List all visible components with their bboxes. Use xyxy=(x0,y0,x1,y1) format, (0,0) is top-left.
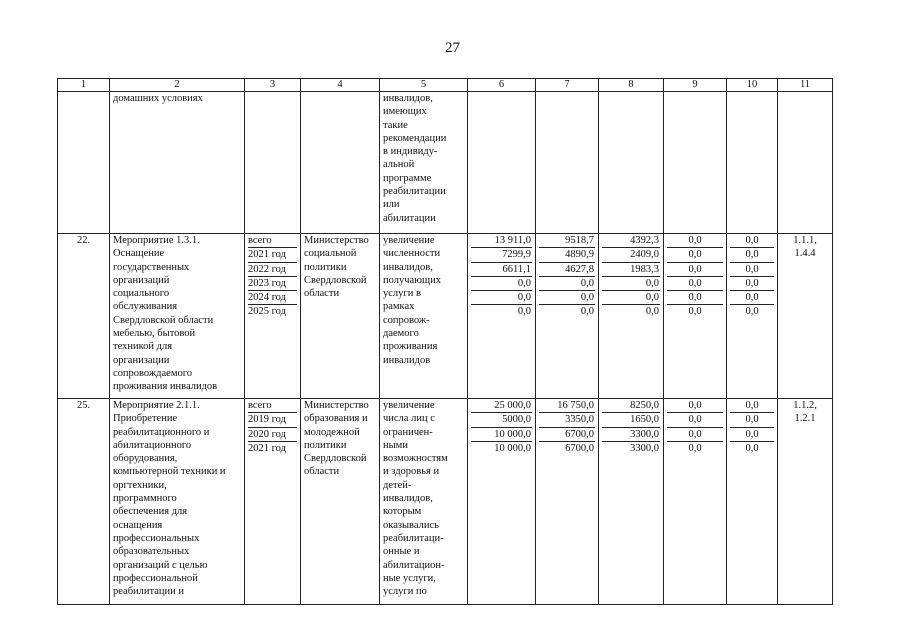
list-value: 2021 год xyxy=(248,248,297,262)
list-value: 0,0 xyxy=(539,277,595,291)
header-cell: 5 xyxy=(380,79,468,92)
list-value: 5000,0 xyxy=(471,413,532,427)
list-value: 25 000,0 xyxy=(471,399,532,413)
list-value: 2022 год xyxy=(248,263,297,277)
list-value: 0,0 xyxy=(730,277,774,291)
list-value: 2021 год xyxy=(248,442,286,454)
program-table xyxy=(57,78,833,605)
total-values xyxy=(471,234,532,319)
header-cell: 11 xyxy=(778,79,833,92)
federal-budget-values xyxy=(602,234,660,319)
list-value: 4890,9 xyxy=(539,248,595,262)
continuation-name: домашних условиях xyxy=(110,92,245,234)
list-value: 0,0 xyxy=(667,291,723,305)
list-value: 0,0 xyxy=(688,306,702,318)
list-value: 6611,1 xyxy=(471,263,532,277)
header-cell: 8 xyxy=(599,79,664,92)
target-refs: 1.1.1, 1.4.4 xyxy=(778,234,833,399)
list-value: 16 750,0 xyxy=(539,399,595,413)
list-value: 0,0 xyxy=(730,234,774,248)
local-budget-values xyxy=(667,234,723,319)
total-values xyxy=(471,399,532,455)
list-value: 0,0 xyxy=(730,399,774,413)
list-value: 0,0 xyxy=(667,399,723,413)
header-cell: 2 xyxy=(110,79,245,92)
list-value: 3300,0 xyxy=(602,428,660,442)
list-value: 0,0 xyxy=(730,413,774,427)
page-number: 27 xyxy=(445,40,460,56)
list-value: 0,0 xyxy=(471,277,532,291)
list-value: 0,0 xyxy=(667,234,723,248)
indicator: увеличение численности инвалидов, получающих услуги в рамках сопровож- даемого проживания инвалидов xyxy=(380,234,468,399)
list-value: 9518,7 xyxy=(539,234,595,248)
header-cell: 7 xyxy=(536,79,599,92)
list-value: 0,0 xyxy=(730,291,774,305)
list-value: 3350,0 xyxy=(539,413,595,427)
regional-budget-values xyxy=(539,399,595,455)
list-value: 13 911,0 xyxy=(471,234,532,248)
list-value: 0,0 xyxy=(730,428,774,442)
header-cell: 6 xyxy=(468,79,536,92)
list-value: 0,0 xyxy=(471,291,532,305)
years-list xyxy=(248,234,297,319)
header-cell: 10 xyxy=(727,79,778,92)
list-value: 0,0 xyxy=(730,248,774,262)
list-value: 0,0 xyxy=(539,291,595,305)
header-cell: 3 xyxy=(245,79,301,92)
list-value: 1983,3 xyxy=(602,263,660,277)
list-value: 0,0 xyxy=(645,306,659,318)
regional-budget-values xyxy=(539,234,595,319)
list-value: всего xyxy=(248,399,297,413)
list-value: 0,0 xyxy=(602,277,660,291)
list-value: 6700,0 xyxy=(539,428,595,442)
continuation-indicator: инвалидов, имеющих такие рекомендации в индивиду- альной программе реабилитации или абилитации xyxy=(380,92,468,234)
list-value: 0,0 xyxy=(667,263,723,277)
years-list xyxy=(248,399,297,455)
list-value: 0,0 xyxy=(602,291,660,305)
list-value: 0,0 xyxy=(580,306,594,318)
list-value: 0,0 xyxy=(745,442,759,454)
list-value: 4627,8 xyxy=(539,263,595,277)
list-value: 2020 год xyxy=(248,428,297,442)
row-number: 25. xyxy=(58,399,110,605)
list-value: 0,0 xyxy=(667,248,723,262)
list-value: 0,0 xyxy=(517,306,531,318)
list-value: всего xyxy=(248,234,297,248)
list-value: 0,0 xyxy=(667,413,723,427)
table-row xyxy=(58,399,833,605)
header-cell: 1 xyxy=(58,79,110,92)
table-row xyxy=(58,234,833,399)
list-value: 10 000,0 xyxy=(471,428,532,442)
executor: Министерство социальной политики Свердловской области xyxy=(301,234,380,399)
list-value: 2019 год xyxy=(248,413,297,427)
list-value: 1650,0 xyxy=(602,413,660,427)
list-value: 10 000,0 xyxy=(494,442,531,454)
target-refs: 1.1.2, 1.2.1 xyxy=(778,399,833,605)
list-value: 0,0 xyxy=(730,263,774,277)
list-value: 0,0 xyxy=(667,277,723,291)
list-value: 2409,0 xyxy=(602,248,660,262)
list-value: 2025 год xyxy=(248,306,286,318)
list-value: 0,0 xyxy=(688,442,702,454)
continuation-row xyxy=(58,92,833,234)
extra-budget-values xyxy=(730,234,774,319)
list-value: 4392,3 xyxy=(602,234,660,248)
list-value: 2023 год xyxy=(248,277,297,291)
extra-budget-values xyxy=(730,399,774,455)
header-row xyxy=(58,79,833,92)
measure-name: Мероприятие 2.1.1. Приобретение реабилитационного и абилитационного оборудования, компьютерной техники и оргтехники, программного обеспечения для оснащения профессиональных образовательных организаций с целью профессиональной реабилитации и xyxy=(110,399,245,605)
row-number: 22. xyxy=(58,234,110,399)
list-value: 3300,0 xyxy=(630,442,659,454)
list-value: 2024 год xyxy=(248,291,297,305)
list-value: 0,0 xyxy=(667,428,723,442)
list-value: 0,0 xyxy=(745,306,759,318)
indicator: увеличение числа лиц с ограничен- ными возможностям и здоровья и детей- инвалидов, которым оказывались реабилитаци- онные и абилитацион- ные услуги, услуги по xyxy=(380,399,468,605)
list-value: 6700,0 xyxy=(565,442,594,454)
list-value: 7299,9 xyxy=(471,248,532,262)
measure-name: Мероприятие 1.3.1. Оснащение государственных организаций социального обслуживания Свердловской области мебелью, бытовой техникой для организации сопровождаемого проживания инвалидов xyxy=(110,234,245,399)
federal-budget-values xyxy=(602,399,660,455)
header-cell: 9 xyxy=(664,79,727,92)
header-cell: 4 xyxy=(301,79,380,92)
local-budget-values xyxy=(667,399,723,455)
executor: Министерство образования и молодежной политики Свердловской области xyxy=(301,399,380,605)
list-value: 8250,0 xyxy=(602,399,660,413)
